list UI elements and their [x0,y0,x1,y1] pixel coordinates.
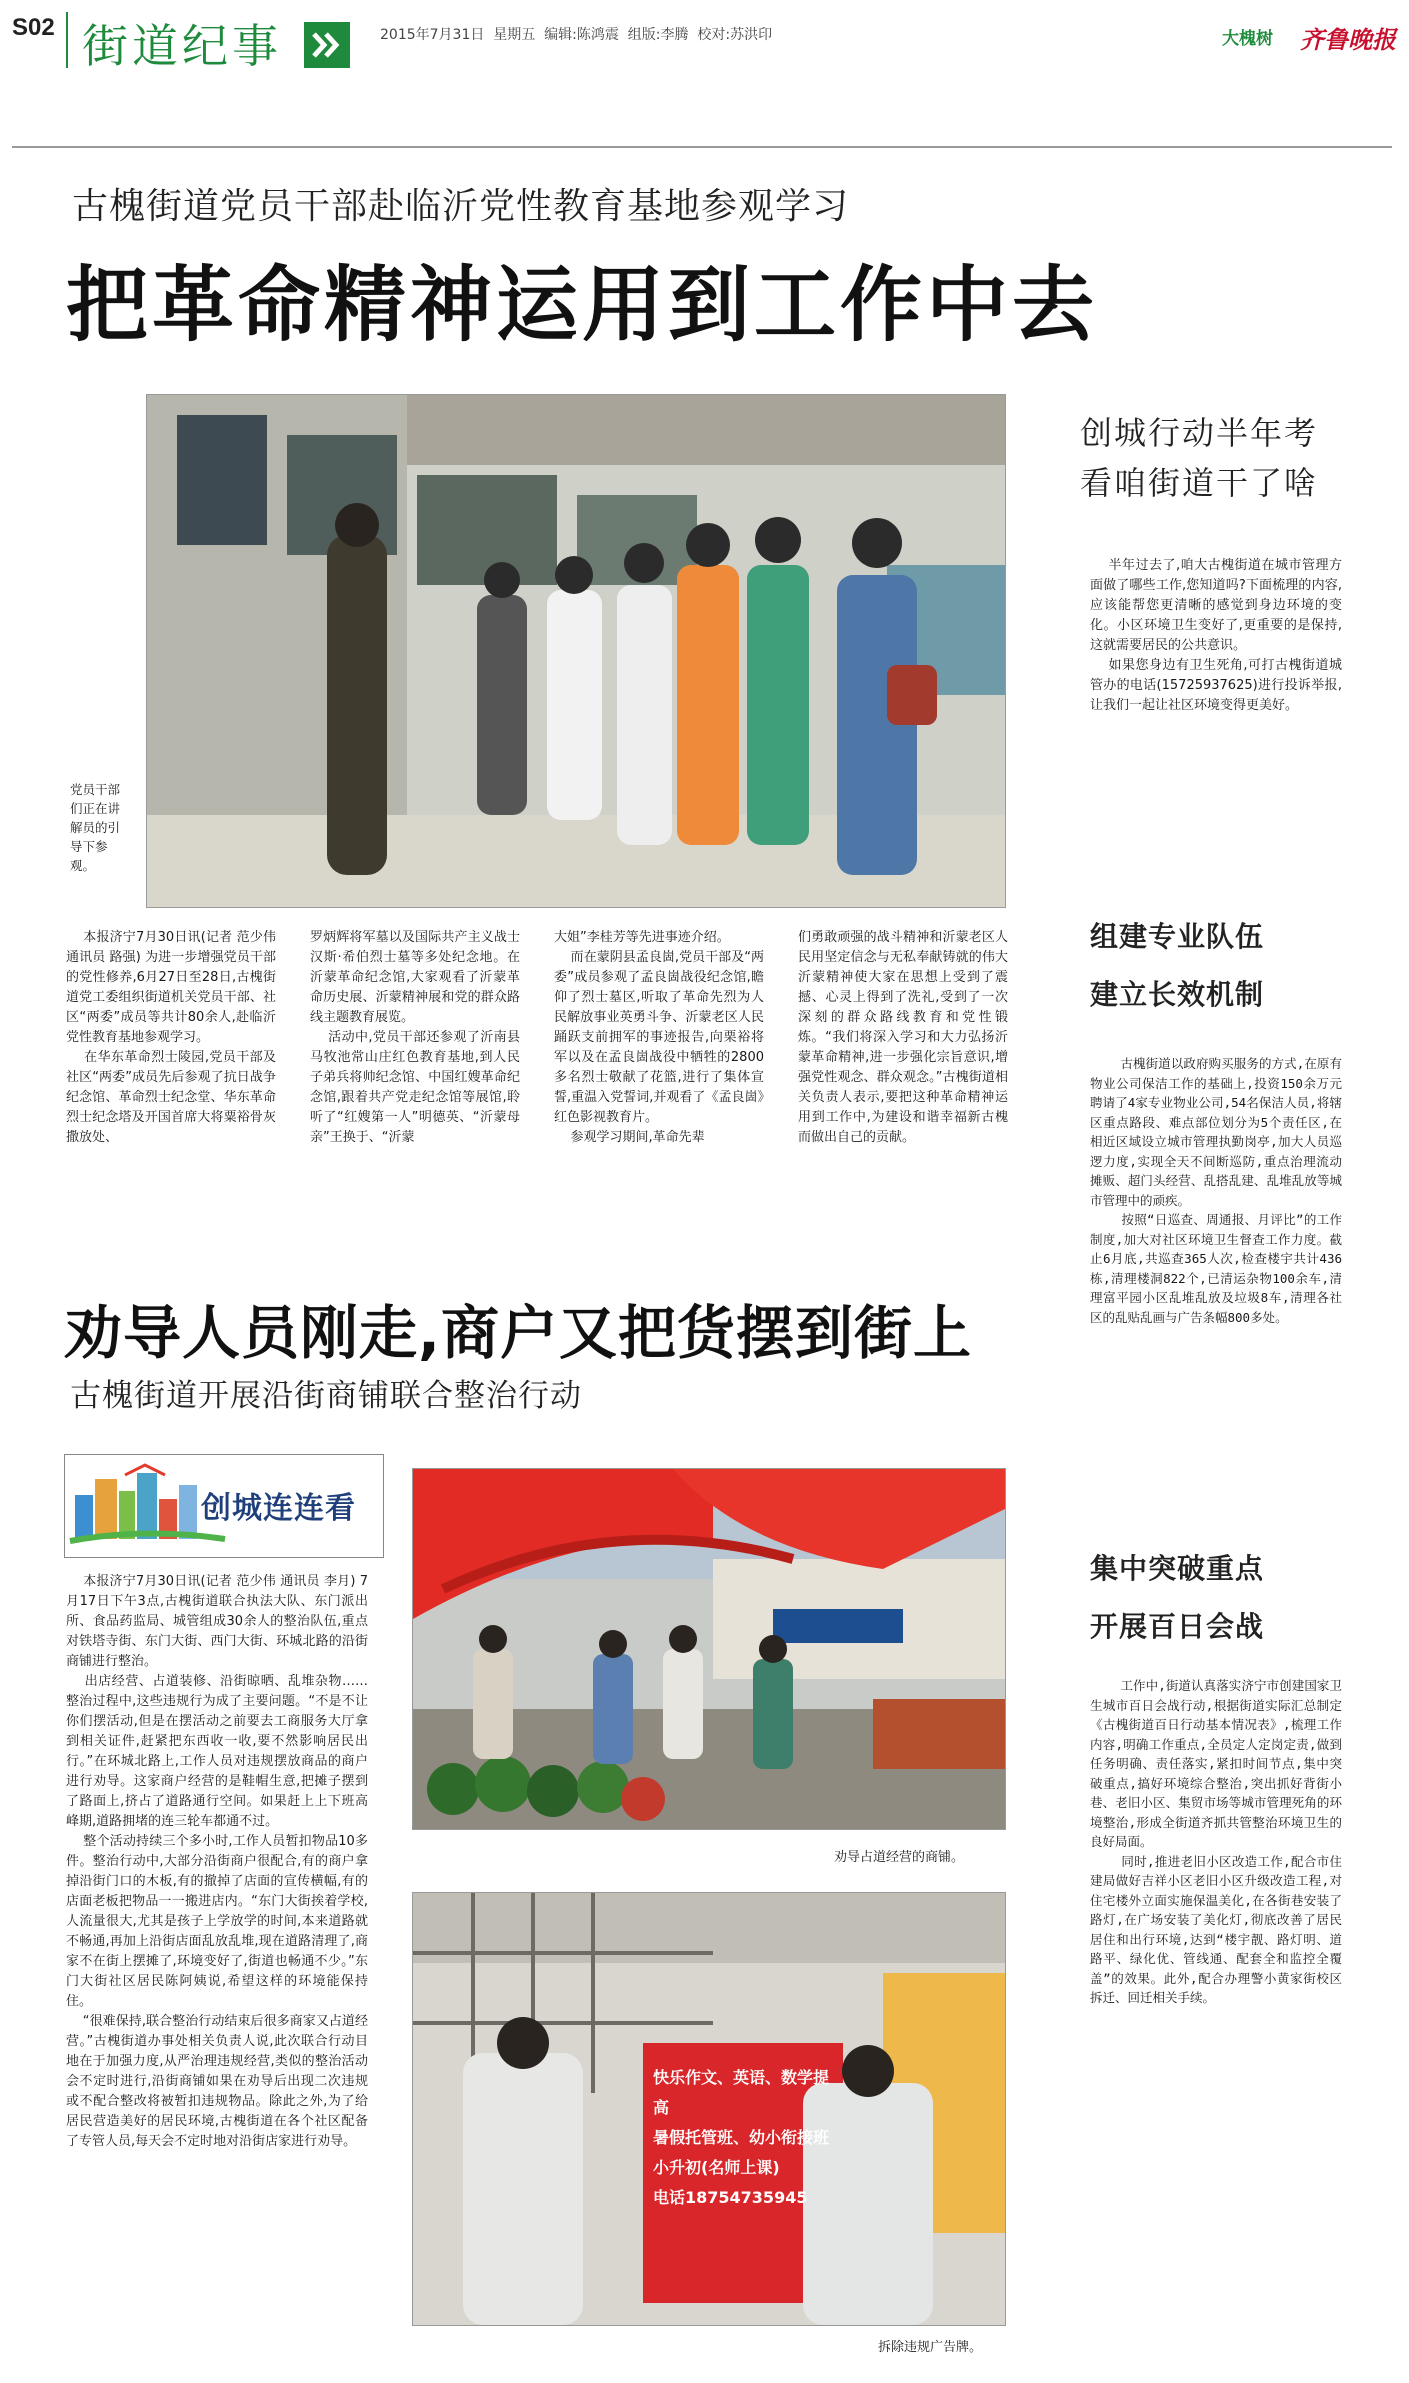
photo-exhibition-visit [146,394,1006,908]
article1-kicker: 古槐街道党员干部赴临沂党性教育基地参观学习 [72,186,850,227]
page-number: S02 [12,14,55,41]
right-intro: 半年过去了,咱大古槐街道在城市管理方面做了哪些工作,您知道吗?下面梳理的内容,应该能帮您更清晰的感觉到身边环境的变化。小区环境卫生变好了,更重要的是保持,这就需要居民的公共意识。 如果您身边有卫生死角,可打古槐街道城管办的电话(15725937625)进行投诉举报,让我们一起让社区环境变得更美好。 [1090,558,1342,713]
header-rule [12,146,1392,148]
right-sec2-title: 集中突破重点 开展百日会战 [1090,1552,1265,1643]
header-meta: 2015年7月31日 星期五 编辑:陈鸿震 组版:李腾 校对:苏洪印 [380,27,773,43]
right-sec1-title: 组建专业队伍 建立长效机制 [1090,920,1265,1011]
article2-subhead: 古槐街道开展沿街商铺联合整治行动 [70,1378,582,1414]
article1-col1: 本报济宁7月30日讯(记者 范少伟 通讯员 路强) 为进一步增强党员干部的党性修养,6月27日至28日,古槐街道党工委组织街道机关党员干部、社区“两委”成员等共计80余人,赴临沂党性教育基地参观学习。 在华东革命烈士陵园,党员干部及社区“两委”成员先后参观了抗日战争纪念馆、革命烈士纪念堂、华东革命烈士纪念塔及开国首席大将粟裕骨灰撒放处、 [66,930,277,1145]
sign-text: 快乐作文、英语、数学提高 暑假托管班、幼小衔接班 小升初(名师上课) 电话18754735945 [653,2068,830,2207]
article2-body: 本报济宁7月30日讯(记者 范少伟 通讯员 李月) 7月17日下午3点,古槐街道联合执法大队、东门派出所、食品药监局、城管组成30余人的整治队伍,重点对铁塔寺街、东门大街、西门大街、环城北路的沿街商铺进行整治。 出店经营、占道装修、沿街晾晒、乱堆杂物……整治过程中,这些违规行为成了主要问题。“不是不让你们摆活动,但是在摆活动之前要去工商服务大厅拿到相关证件,赶紧把东西收一收,要不然影响居民出行。”在环城北路上,工作人员对违规摆放商品的商户进行劝导。这家商户经营的是鞋帽生意,把摊子摆到了路面上,挤占了道路通行空间。如果赶上上下班高峰期,道路拥堵的连三轮车都通不过。 整个活动持续三个多小时,工作人员暂扣物品10多件。整治行动中,大部分沿街商户很配合,有的商户拿掉沿街门口的木板,有的撤掉了店面的宣传横幅,有的店面老板把物品一一搬进店内。“东门大街挨着学校,人流量很大,尤其是孩子上学放学的时间,本来道路就不畅通,再加上沿街店面乱放乱堆,现在道路清理了,商家不在街上摆摊了,环境变好了,街道也畅通不少。”东门大街社区居民陈阿姨说,希望这样的环境能保持住。 “很难保持,联合整治行动结束后很多商家又占道经营。”古槐街道办事处相关负责人说,此次联合行动目地在于加强力度,从严治理违规经营,类似的整治活动会不定时进行,沿街商铺如果在劝导后出现二次违规或不配合整改将被暂扣违规物品。除此之外,为了给居民营造美好的居民环境,古槐街道在各个社区配备了专管人员,每天会不定时地对沿街店家进行劝导。 [66,1574,368,2149]
article1-col2: 罗炳辉将军墓以及国际共产主义战士汉斯·希伯烈士墓等多处纪念地。在沂蒙革命纪念馆,大家观看了沂蒙革命历史展、沂蒙精神展和党的群众路线主题教育展览。 活动中,党员干部还参观了沂南县马牧池常山庄红色教育基地,到人民子弟兵将帅纪念馆、中国红嫂革命纪念馆,跟着共产党走纪念馆等展馆,聆听了“红嫂第一人”明德英、“沂蒙母亲”王换于、“沂蒙 [310,930,521,1145]
section-arrow-icon [304,22,350,68]
article1-col4: 们勇敢顽强的战斗精神和沂蒙老区人民用坚定信念与无私奉献铸就的伟大沂蒙精神使大家在思想上受到了震撼、心灵上得到了洗礼,受到了一次深刻的群众路线教育和党性锻炼。“我们将深入学习和大力弘扬沂蒙革命精神,进一步强化宗旨意识,增强党性观念、群众观念。”古槐街道相关负责人表示,要把这种革命精神运用到工作中,为建设和谐幸福新古槐而做出自己的贡献。 [798,930,1008,1145]
article1-col3: 大姐”李桂芳等先进事迹介绍。 而在蒙阴县孟良崮,党员干部及“两委”成员参观了孟良崮战役纪念馆,瞻仰了烈士墓区,听取了革命先烈为人民解放事业英勇斗争、沂蒙老区人民踊跃支前拥军的事迹报告,向栗裕将军以及在孟良崮战役中牺牲的2800多名烈士敬献了花篮,进行了集体宣誓,重温入党誓词,并观看了《孟良崮》红色影视教育片。 参观学习期间,革命先辈 [554,930,764,1145]
article1-headline: 把革命精神运用到工作中去 [66,257,1099,353]
photo3-caption: 拆除违规广告牌。 [878,2340,983,2355]
section-title: 街道纪事 [82,19,282,73]
photo2-caption: 劝导占道经营的商铺。 [834,1850,965,1865]
photo-remove-sign [412,1892,1006,2326]
photo1-caption: 党员干部们正在讲解员的引导下参观。 [70,782,121,873]
brand-logo: 齐鲁晚报 [1300,25,1396,54]
banner-title: 创城连连看 [201,1491,356,1526]
right-column-title: 创城行动半年考 看咱街道干了啥 [1080,414,1319,502]
header-divider [66,12,68,68]
photo-street-stall [412,1468,1006,1830]
brand-small: 大槐树 [1222,29,1273,49]
chuangcheng-banner [64,1454,384,1558]
right-sec2-body: 工作中,街道认真落实济宁市创建国家卫生城市百日会战行动,根据街道实际汇总制定《古槐街道百日行动基本情况表》,梳理工作内容,明确工作重点,全员定人定岗定责,做到任务明确、责任落实,紧扣时间节点,集中突破重点,搞好环境综合整治,突出抓好背街小巷、老旧小区、集贸市场等城市管理死角的环境整治,形成全街道齐抓共管整治环境卫生的良好局面。 同时,推进老旧小区改造工作,配合市住建局做好吉祥小区老旧小区升级改造工程,对住宅楼外立面实施保温美化,在各街巷安装了路灯,在广场安装了美化灯,彻底改善了居民居住和出行环境,达到“楼宇靓、路灯明、道路平、绿化优、管线通、配套全和监控全覆盖”的效果。此外,配合办理警小黄家街校区拆迁、回迁相关手续。 [1090,1678,1343,2005]
right-sec1-body: 古槐街道以政府购买服务的方式,在原有物业公司保洁工作的基础上,投资150余万元聘请了4家专业物业公司,54名保洁人员,将辖区重点路段、难点部位划分为5个责任区,在相近区域设立城市管理执勤岗亭,加大人员巡逻力度,实现全天不间断巡防,重点治理流动摊贩、超门头经营、乱搭乱建、乱堆乱放等城市管理中的顽疾。 按照“日巡查、周通报、月评比”的工作制度,加大对社区环境卫生督查工作力度。截止6月底,共巡查365人次,检查楼宇共计436栋,清理楼洞822个,已清运杂物100余车,清理富平园小区乱堆乱放及垃圾8车,清理各社区的乱贴乱画与广告条幅800多处。 [1090,1056,1343,1325]
article2-headline: 劝导人员刚走,商户又把货摆到街上 [64,1299,973,1367]
